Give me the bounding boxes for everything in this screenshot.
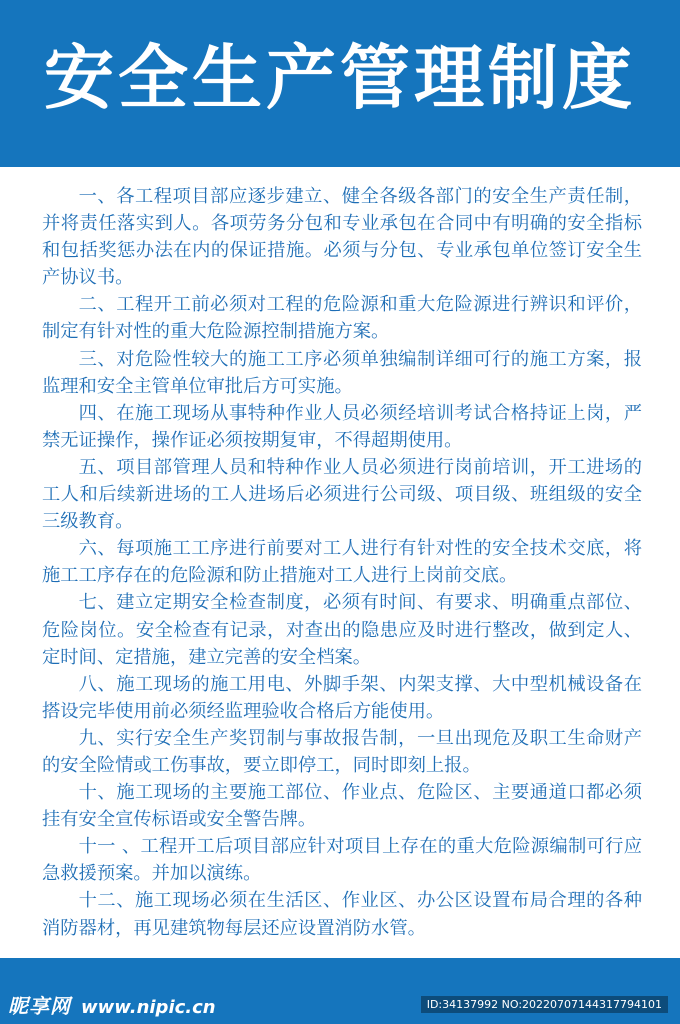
watermark-url: www.nipic.cn bbox=[81, 997, 216, 1018]
rules-list bbox=[0, 167, 680, 942]
rule-item: 一、各工程项目部应逐步建立、健全各级各部门的安全生产责任制，并将责任落实到人。各项劳务分包和专业承包在合同中有明确的安全指标和包括奖惩办法在内的保证措施。必须与分包、专业承包单位签订安全生产协议书。 bbox=[42, 186, 642, 289]
rule-item: 二、工程开工前必须对工程的危险源和重大危险源进行辨识和评价，制定有针对性的重大危险源控制措施方案。 bbox=[42, 294, 642, 343]
watermark-logo: 昵享网 bbox=[8, 994, 71, 1018]
rule-item: 四、在施工现场从事特种作业人员必须经培训考试合格持证上岗，严禁无证操作，操作证必须按期复审，不得超期使用。 bbox=[42, 402, 642, 451]
rules-panel bbox=[0, 167, 680, 958]
rule-item: 十一 、工程开工后项目部应针对项目上存在的重大危险源编制可行应急救援预案。并加以演练。 bbox=[42, 836, 642, 885]
rule-item: 九、实行安全生产奖罚制与事故报告制，一旦出现危及职工生命财产的安全险情或工伤事故，要立即停工，同时即刻上报。 bbox=[42, 727, 642, 776]
rule-item: 八、施工现场的施工用电、外脚手架、内架支撑、大中型机械设备在搭设完毕使用前必须经监理验收合格后方能使用。 bbox=[42, 673, 642, 722]
watermark bbox=[8, 990, 216, 1019]
rule-item: 三、对危险性较大的施工工序必须单独编制详细可行的施工方案，报监理和安全主管单位审批后方可实施。 bbox=[42, 348, 642, 397]
rule-item: 十、施工现场的主要施工部位、作业点、危险区、主要通道口都必须挂有安全宣传标语或安全警告牌。 bbox=[42, 782, 642, 831]
page-title: 安全生产管理制度 bbox=[44, 36, 636, 119]
rule-item: 六、每项施工工序进行前要对工人进行有针对性的安全技术交底，将施工工序存在的危险源和防止措施对工人进行上岗前交底。 bbox=[42, 538, 642, 587]
header-banner bbox=[0, 0, 680, 167]
rule-item: 七、建立定期安全检查制度，必须有时间、有要求、明确重点部位、危险岗位。安全检查有记录，对查出的隐患应及时进行整改，做到定人、定时间、定措施，建立完善的安全档案。 bbox=[42, 592, 642, 668]
rule-item: 十二、施工现场必须在生活区、作业区、办公区设置布局合理的各种消防器材，再见建筑物每层还应设置消防水管。 bbox=[42, 890, 642, 939]
image-id-label: ID:34137992 NO:20220707144317794101 bbox=[421, 996, 668, 1013]
rule-item: 五、项目部管理人员和特种作业人员必须进行岗前培训，开工进场的工人和后续新进场的工人进场后必须进行公司级、项目级、班组级的安全三级教育。 bbox=[42, 456, 642, 533]
